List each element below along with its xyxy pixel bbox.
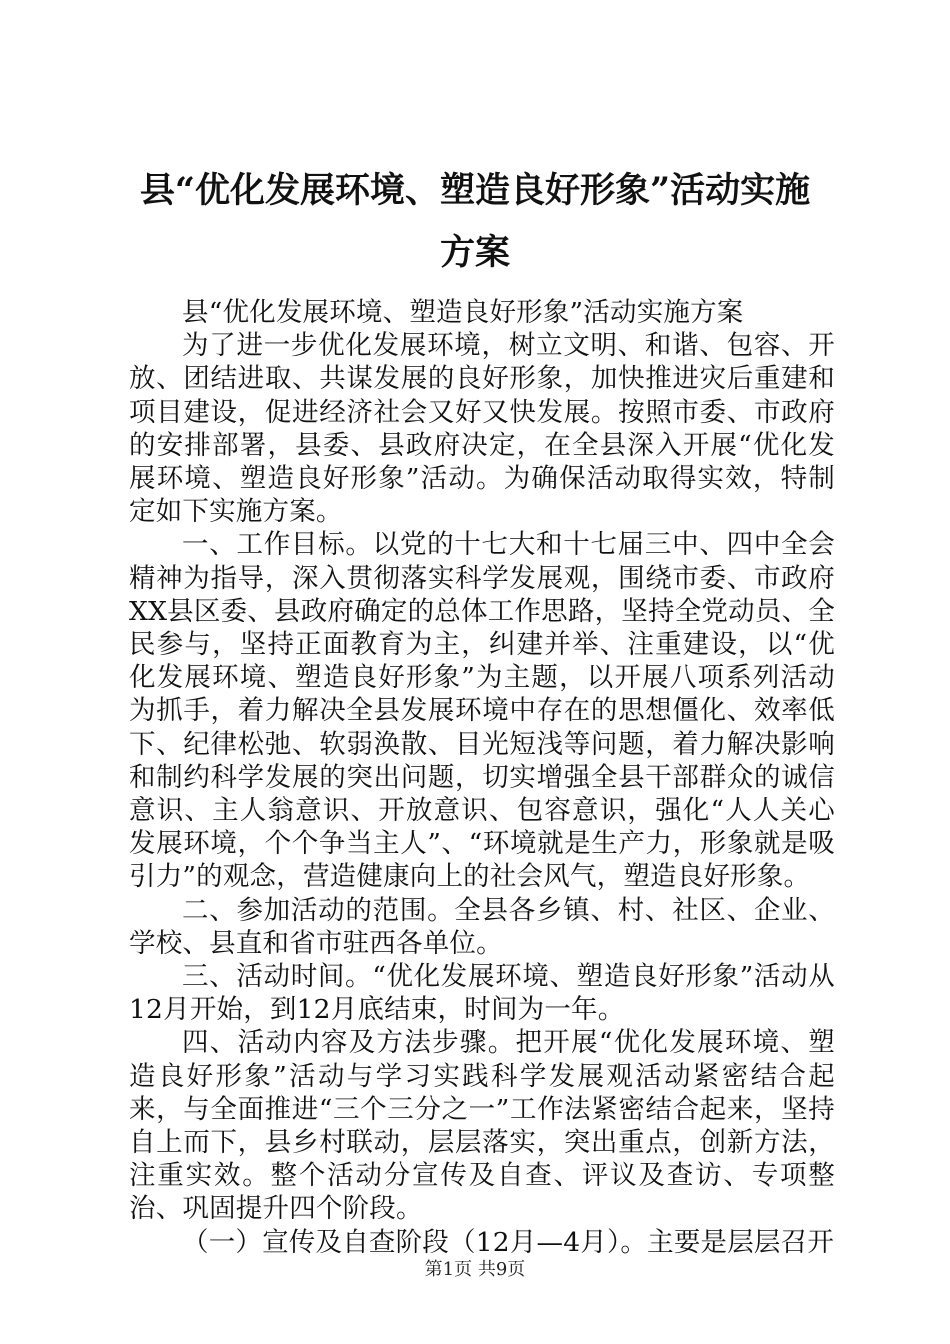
- section-scope-paragraph: 二、参加活动的范围。全县各乡镇、村、社区、企业、学校、县直和省市驻西各单位。: [129, 894, 835, 959]
- intro-paragraph: 为了进一步优化发展环境，树立文明、和谐、包容、开放、团结进取、共谋发展的良好形象，加快推进灾后重建和项目建设，促进经济社会又好又快发展。按照市委、市政府的安排部署，县委、县政府决定，在全县深入开展“优化发展环境、塑造良好形象”活动。为确保活动取得实效，特制定如下实施方案。: [129, 330, 835, 528]
- subsection-stage-one-paragraph: （一）宣传及自查阶段（12月—4月）。主要是层层召开: [182, 1226, 835, 1258]
- page-number-footer: 第1页 共9页: [424, 1259, 526, 1280]
- section-time-paragraph: 三、活动时间。“优化发展环境、塑造良好形象”活动从12月开始，到12月底结束，时间为一年。: [129, 961, 835, 1026]
- document-title-line-1: 县“优化发展环境、塑造良好形象”活动实施: [139, 170, 811, 211]
- subtitle-paragraph: 县“优化发展环境、塑造良好形象”活动实施方案: [182, 297, 744, 328]
- document-title: [120, 160, 830, 284]
- section-goal-paragraph: 一、工作目标。以党的十七大和十七届三中、四中全会精神为指导，深入贯彻落实科学发展观，围绕市委、市政府XX县区委、县政府确定的总体工作思路，坚持全党动员、全民参与，坚持正面教育为主，纠建并举、注重建设，以“优化发展环境、塑造良好形象”为主题，以开展八项系列活动为抓手，着力解决全县发展环境中存在的思想僵化、效率低下、纪律松弛、软弱涣散、目光短浅等问题，着力解决影响和制约科学发展的突出问题，切实增强全县干部群众的诚信意识、主人翁意识、开放意识、包容意识，强化“人人关心发展环境，个个争当主人”、“环境就是生产力，形象就是吸引力”的观念，营造健康向上的社会风气，塑造良好形象。: [129, 529, 835, 893]
- section-content-paragraph: 四、活动内容及方法步骤。把开展“优化发展环境、塑造良好形象”活动与学习实践科学发展观活动紧密结合起来，与全面推进“三个三分之一”工作法紧密结合起来，坚持自上而下，县乡村联动，层层落实，突出重点，创新方法，注重实效。整个活动分宣传及自查、评议及查访、专项整治、巩固提升四个阶段。: [129, 1027, 835, 1225]
- document-body: [129, 296, 835, 1259]
- document-title-line-2: 方案: [439, 232, 510, 273]
